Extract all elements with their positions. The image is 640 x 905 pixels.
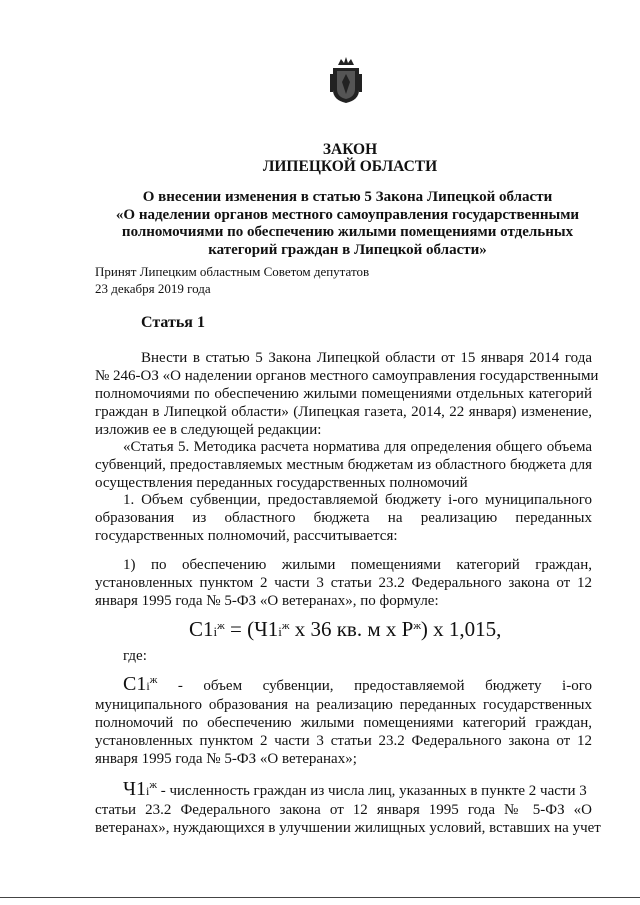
formula-text: ) х 1,015, [420, 617, 502, 641]
definition-subscript: i [146, 679, 150, 693]
article-heading: Статья 1 [141, 314, 205, 331]
adoption-body: Принят Липецким областным Советом депутатов [95, 264, 370, 279]
formula-superscript: ж [413, 620, 421, 632]
paragraph-line: граждан в Липецкой области» (Липецкая газета, 2014, 22 января) изменение, [95, 404, 592, 420]
page-edge-rule [0, 897, 640, 898]
formula-subscript: i [278, 624, 282, 639]
region-title: ЛИПЕЦКОЙ ОБЛАСТИ [262, 158, 438, 175]
paragraph-line: 1) по обеспечению жилыми помещениями категорий граждан, [123, 557, 592, 573]
formula-subscript: i [213, 624, 218, 639]
where-label: где: [123, 648, 147, 664]
definition-symbol: Ч1 [123, 778, 146, 800]
paragraph-line: ветеранах», нуждающихся в улучшении жилищных условий, вставших на учет [95, 820, 601, 836]
paragraph-line: полномочиями по обеспечению жилыми помещениями отдельных категорий [95, 386, 592, 402]
definition-text: - численность граждан из числа лиц, указанных в пункте 2 части 3 [156, 783, 587, 799]
paragraph-line: Внести в статью 5 Закона Липецкой области от 15 января 2014 года [141, 350, 592, 366]
law-title: ЗАКОН [322, 141, 378, 158]
paragraph-line: установленных пунктом 2 части 3 статьи 23.2 Федерального закона от 12 [95, 575, 592, 591]
subsidy-formula [189, 617, 501, 642]
paragraph-line: муниципального образования на реализацию переданных государственных [95, 697, 592, 713]
formula-superscript: ж [217, 620, 225, 632]
definition-symbol: С1 [123, 673, 147, 695]
coat-of-arms-emblem [329, 56, 363, 104]
formula-superscript: ж [281, 620, 290, 632]
subtitle-line: О внесении изменения в статью 5 Закона Липецкой области [142, 189, 553, 205]
paragraph-line: № 246-ОЗ «О наделении органов местного самоуправления государственными [95, 368, 599, 384]
definition-lead [123, 778, 592, 801]
paragraph-line: субвенций, предоставляемых местным бюджетам из областного бюджета для [95, 457, 592, 473]
definition-superscript: ж [149, 779, 157, 791]
definition-superscript: ж [149, 674, 158, 686]
paragraph-line: образования из областного бюджета на реализацию переданных [95, 510, 592, 526]
paragraph-line: установленных пунктом 2 части 3 статьи 23.2 Федерального закона от 12 [95, 733, 592, 749]
paragraph-line: «Статья 5. Методика расчета норматива для определения общего объема [123, 439, 592, 455]
paragraph-line: января 1995 года № 5-ФЗ «О ветеранах»; [95, 751, 357, 767]
definition-text: - объем субвенции, предоставляемой бюджету i-ого [157, 678, 592, 694]
definition-subscript: i [146, 784, 150, 798]
subtitle-line: категорий граждан в Липецкой области» [208, 241, 487, 258]
definition-lead [123, 673, 592, 696]
formula-text: х 36 кв. м х Р [289, 617, 414, 641]
formula-symbol: С1 [189, 617, 214, 641]
paragraph-line: государственных полномочий, рассчитывается: [95, 528, 398, 544]
law-subtitle [95, 189, 600, 259]
paragraph-line: 1. Объем субвенции, предоставляемой бюджету i-ого муниципального [123, 492, 592, 508]
paragraph-line: статьи 23.2 Федерального закона от 12 января 1995 года № 5-ФЗ «О [95, 802, 592, 818]
subtitle-line: «О наделении органов местного самоуправления государственными [115, 206, 580, 223]
paragraph-line: января 1995 года № 5-ФЗ «О ветеранах», по формуле: [95, 593, 439, 609]
paragraph-line: осуществления переданных государственных полномочий [95, 475, 468, 491]
adoption-date: 23 декабря 2019 года [95, 281, 211, 296]
formula-text: = (Ч1 [224, 617, 279, 641]
paragraph-line: изложив ее в следующей редакции: [95, 422, 322, 438]
subtitle-line: полномочиями по обеспечению жилыми помещениями отдельных [121, 224, 574, 240]
paragraph-line: полномочий по обеспечению жилыми помещениями категорий граждан, [95, 715, 592, 731]
